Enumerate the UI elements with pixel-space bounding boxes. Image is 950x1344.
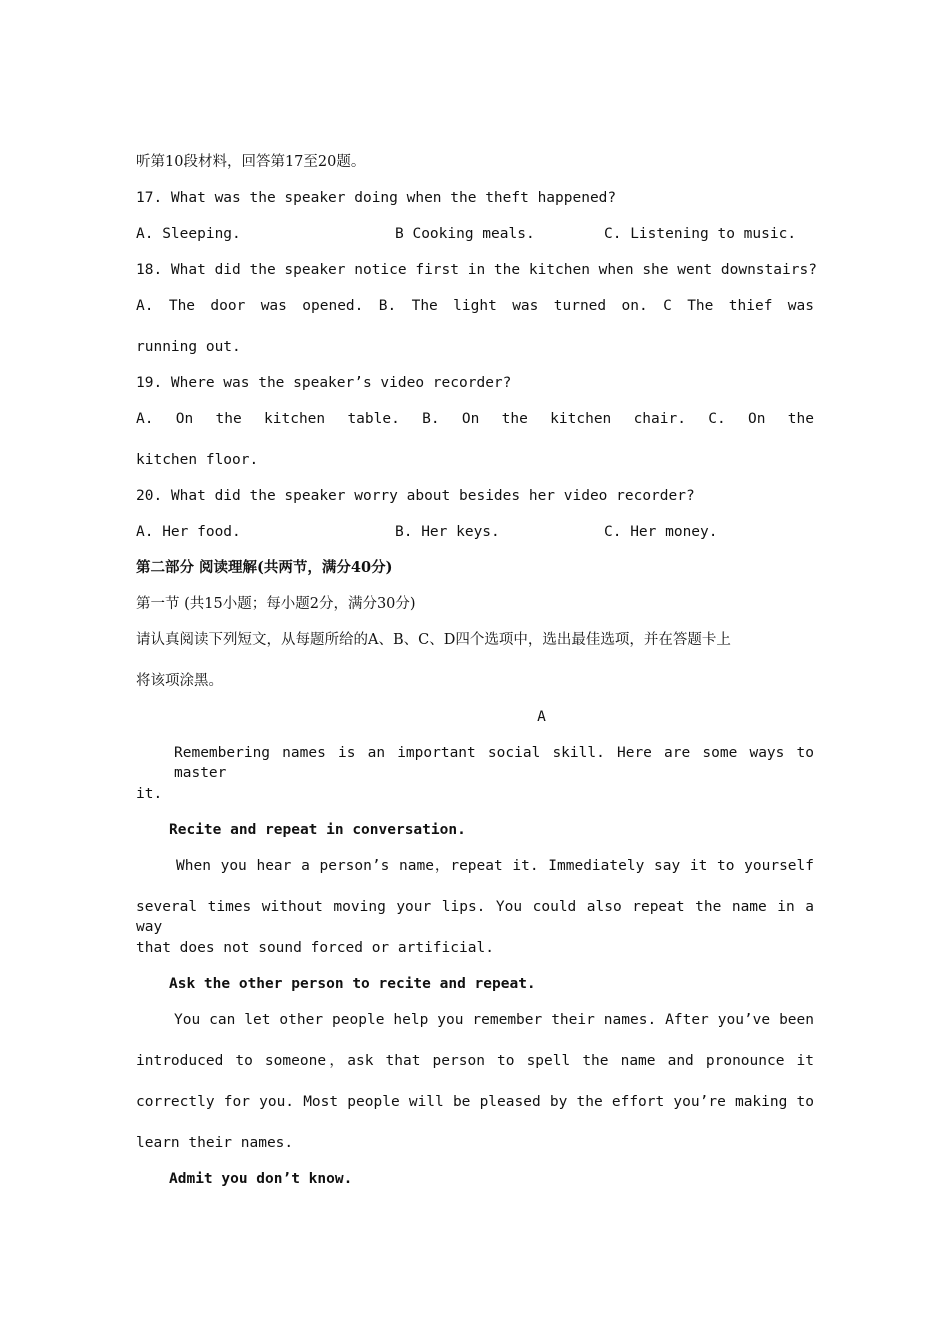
passage-label: A	[537, 709, 546, 725]
option-c: C. Listening to music.	[604, 226, 797, 242]
tip-1-line-3: that does not sound forced or artificial.	[136, 940, 494, 956]
question-18-options-cont: running out.	[136, 339, 241, 355]
tip-2-line-3: correctly for you. Most people will be pleased by the effort you’re making to	[136, 1094, 814, 1110]
listening-intro: 听第10段材料，回答第17至20题。	[136, 154, 366, 170]
question-19-options-cont: kitchen floor.	[136, 452, 259, 468]
option-a: A. Sleeping.	[136, 226, 241, 242]
instruction-line-1: 请认真阅读下列短文，从每题所给的A、B、C、D四个选项中，选出最佳选项，并在答题卡上	[136, 632, 731, 648]
question-18-stem: 18. What did the speaker notice first in the kitchen when she went downstairs?	[136, 262, 817, 278]
passage-intro-line-1: Remembering names is an important social skill. Here are some ways to master	[174, 745, 814, 781]
tip-2-line-4: learn their names.	[136, 1135, 294, 1151]
question-20-stem: 20. What did the speaker worry about besides her video recorder?	[136, 488, 695, 504]
option-a: A. Her food.	[136, 524, 241, 540]
tip-2-line-2: introduced to someone，ask that person to spell the name and pronounce it	[136, 1053, 814, 1069]
instruction-line-2: 将该项涂黑。	[136, 673, 223, 689]
question-18-options: A. The door was opened. B. The light was turned on. C The thief was	[136, 298, 814, 314]
part2-heading: 第二部分 阅读理解(共两节，满分40分)	[136, 559, 393, 576]
question-17-stem: 17. What was the speaker doing when the theft happened?	[136, 190, 617, 206]
option-b: B. Her keys.	[395, 524, 500, 540]
tip-1-line-1: When you hear a person’s name，repeat it. Immediately say it to yourself	[176, 858, 814, 874]
option-c: C. Her money.	[604, 524, 718, 540]
question-19-stem: 19. Where was the speaker’s video recorder?	[136, 375, 512, 391]
tip-3-title: Admit you don’t know.	[169, 1171, 353, 1187]
tip-1-title: Recite and repeat in conversation.	[169, 822, 466, 838]
question-19-options: A. On the kitchen table. B. On the kitchen chair. C. On the	[136, 411, 814, 427]
option-b: B Cooking meals.	[395, 226, 535, 242]
passage-intro-line-2: it.	[136, 786, 163, 802]
tip-1-line-2: several times without moving your lips. You could also repeat the name in a way	[136, 899, 814, 935]
tip-2-title: Ask the other person to recite and repeat.	[169, 976, 536, 992]
tip-2-line-1: You can let other people help you remember their names. After you’ve been	[174, 1012, 814, 1028]
section1-heading: 第一节 (共15小题；每小题2分，满分30分)	[136, 596, 416, 612]
